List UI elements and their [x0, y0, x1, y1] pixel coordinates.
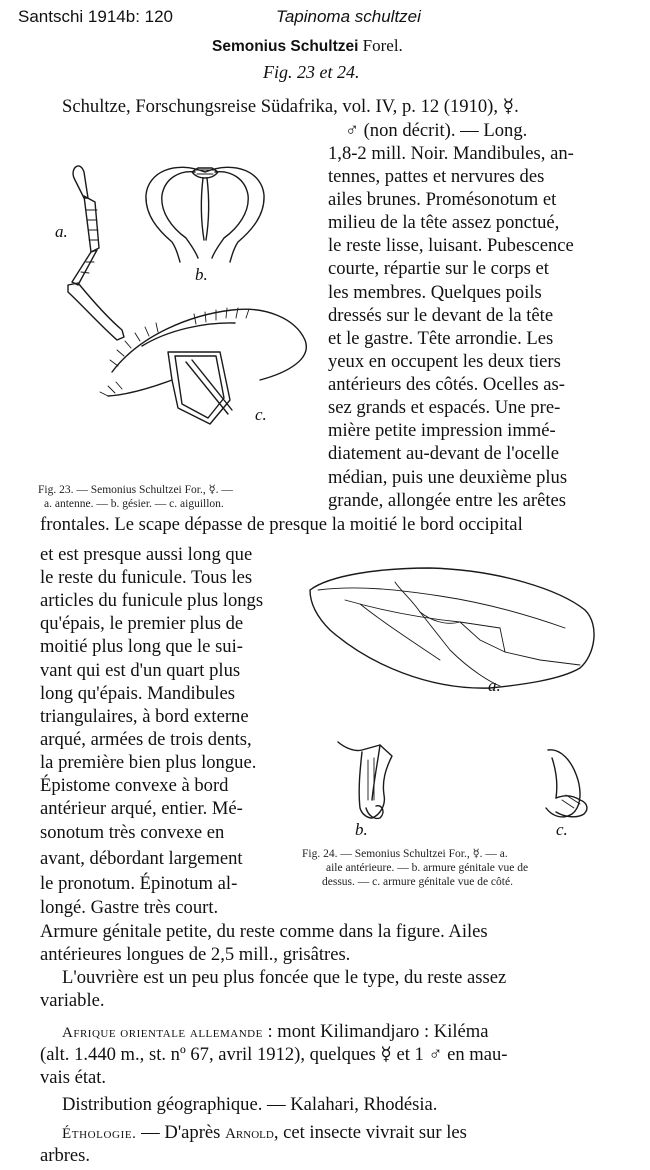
figure-24-label-c: c.: [556, 820, 568, 839]
figure-23-label-a: a.: [55, 222, 68, 241]
text-line: diatement au-devant de l'ocelle: [328, 443, 560, 464]
text-line: et est presque aussi long que: [40, 544, 253, 565]
text-line: le reste du funicule. Tous les: [40, 567, 253, 588]
text-line: antérieurs des côtés. Ocelles as-: [328, 374, 565, 395]
species-header: Tapinoma schultzei: [276, 7, 421, 26]
text-line: et le gastre. Tête arrondie. Les: [328, 328, 554, 349]
text-line: la première bien plus longue.: [40, 752, 257, 773]
text-line: dressés sur le devant de la tête: [328, 305, 554, 326]
text-line: arqué, armées de trois dents,: [40, 729, 252, 750]
locality-line: (alt. 1.440 m., st. nº 67, avril 1912), quelques ☿ et 1 ♂ en mau-: [40, 1044, 508, 1065]
figure-24-label-a: a.: [488, 676, 501, 695]
text-line: long qu'épais. Mandibules: [40, 683, 235, 704]
text-line: grande, allongée entre les arêtes: [328, 490, 566, 511]
text-line: Épistome convexe à bord: [40, 775, 229, 796]
text-line: les membres. Quelques poils: [328, 282, 542, 303]
ethology-author: Arnold: [225, 1126, 274, 1142]
text-line: moitié plus long que le sui-: [40, 636, 243, 657]
figure-24-caption: aile antérieure. — b. armure génitale vue de: [326, 862, 529, 874]
text-line: qu'épais, le premier plus de: [40, 613, 244, 634]
text-line: sez grands et espacés. Une pre-: [328, 397, 561, 418]
text-line: yeux en occupent les deux tiers: [328, 351, 561, 372]
text-line: L'ouvrière est un peu plus foncée que le type, du reste assez: [62, 967, 507, 988]
figure-24-caption: Fig. 24. — Semonius Schultzei For., ☿. — a.: [302, 848, 508, 860]
figure-24-label-b: b.: [355, 820, 368, 839]
text-line: courte, répartie sur le corps et: [328, 258, 549, 279]
locality-place: : mont Kilimandjaro : Kiléma: [262, 1021, 489, 1042]
text-line: arbres.: [40, 1145, 91, 1166]
text-line: sonotum très convexe en: [40, 822, 225, 843]
ethology-label: Éthologie.: [62, 1126, 137, 1142]
citation-header: Santschi 1914b: 120: [18, 7, 174, 26]
text-line: milieu de la tête assez ponctué,: [328, 212, 560, 233]
text-line: Armure génitale petite, du reste comme dans la figure. Ailes: [40, 921, 488, 942]
title-genus-species: Semonius Schultzei: [212, 38, 359, 55]
text-line: articles du funicule plus longs: [40, 590, 264, 611]
text-line: le reste lisse, luisant. Pubescence: [328, 235, 574, 256]
locality-region: Afrique orientale allemande: [62, 1025, 263, 1041]
text-line: ♂ (non décrit). — Long.: [345, 120, 528, 141]
ethology-text: , cet insecte vivrait sur les: [273, 1122, 467, 1143]
figure-23-label-c: c.: [255, 405, 267, 424]
text-line: ailes brunes. Promésonotum et: [328, 189, 557, 210]
text-line: variable.: [40, 990, 105, 1011]
text-line: médian, puis une deuxième plus: [328, 467, 568, 488]
distribution-line: Distribution géographique. — Kalahari, Rhodésia.: [62, 1094, 438, 1115]
text-line: longé. Gastre très court.: [40, 897, 219, 918]
ethology-text: — D'après: [136, 1122, 226, 1143]
locality-line: vais état.: [40, 1067, 107, 1088]
text-line: mière petite impression immé-: [328, 420, 556, 441]
text-line: vant qui est d'un quart plus: [40, 660, 241, 681]
figure-23-label-b: b.: [195, 265, 208, 284]
figure-23-caption: a. antenne. — b. gésier. — c. aiguillon.: [44, 498, 224, 510]
text-line: triangulaires, à bord externe: [40, 706, 249, 727]
figure-24-caption: dessus. — c. armure génitale vue de côté.: [322, 876, 513, 888]
title-author: Forel.: [362, 36, 403, 55]
text-line: antérieur arqué, entier. Mé-: [40, 798, 243, 819]
text-line: 1,8-2 mill. Noir. Mandibules, an-: [328, 143, 574, 164]
text-line: Schultze, Forschungsreise Südafrika, vol. IV, p. 12 (1910), ☿.: [62, 96, 519, 117]
text-line: avant, débordant largement: [40, 848, 243, 869]
figure-reference: Fig. 23 et 24.: [263, 62, 360, 82]
figure-23-caption: Fig. 23. — Semonius Schultzei For., ☿. —: [38, 484, 233, 496]
text-line: tennes, pattes et nervures des: [328, 166, 545, 187]
text-line: antérieures longues de 2,5 mill., grisâtres.: [40, 944, 351, 965]
text-line: frontales. Le scape dépasse de presque la moitié le bord occipital: [40, 514, 523, 535]
text-line: le pronotum. Épinotum al-: [40, 873, 238, 894]
